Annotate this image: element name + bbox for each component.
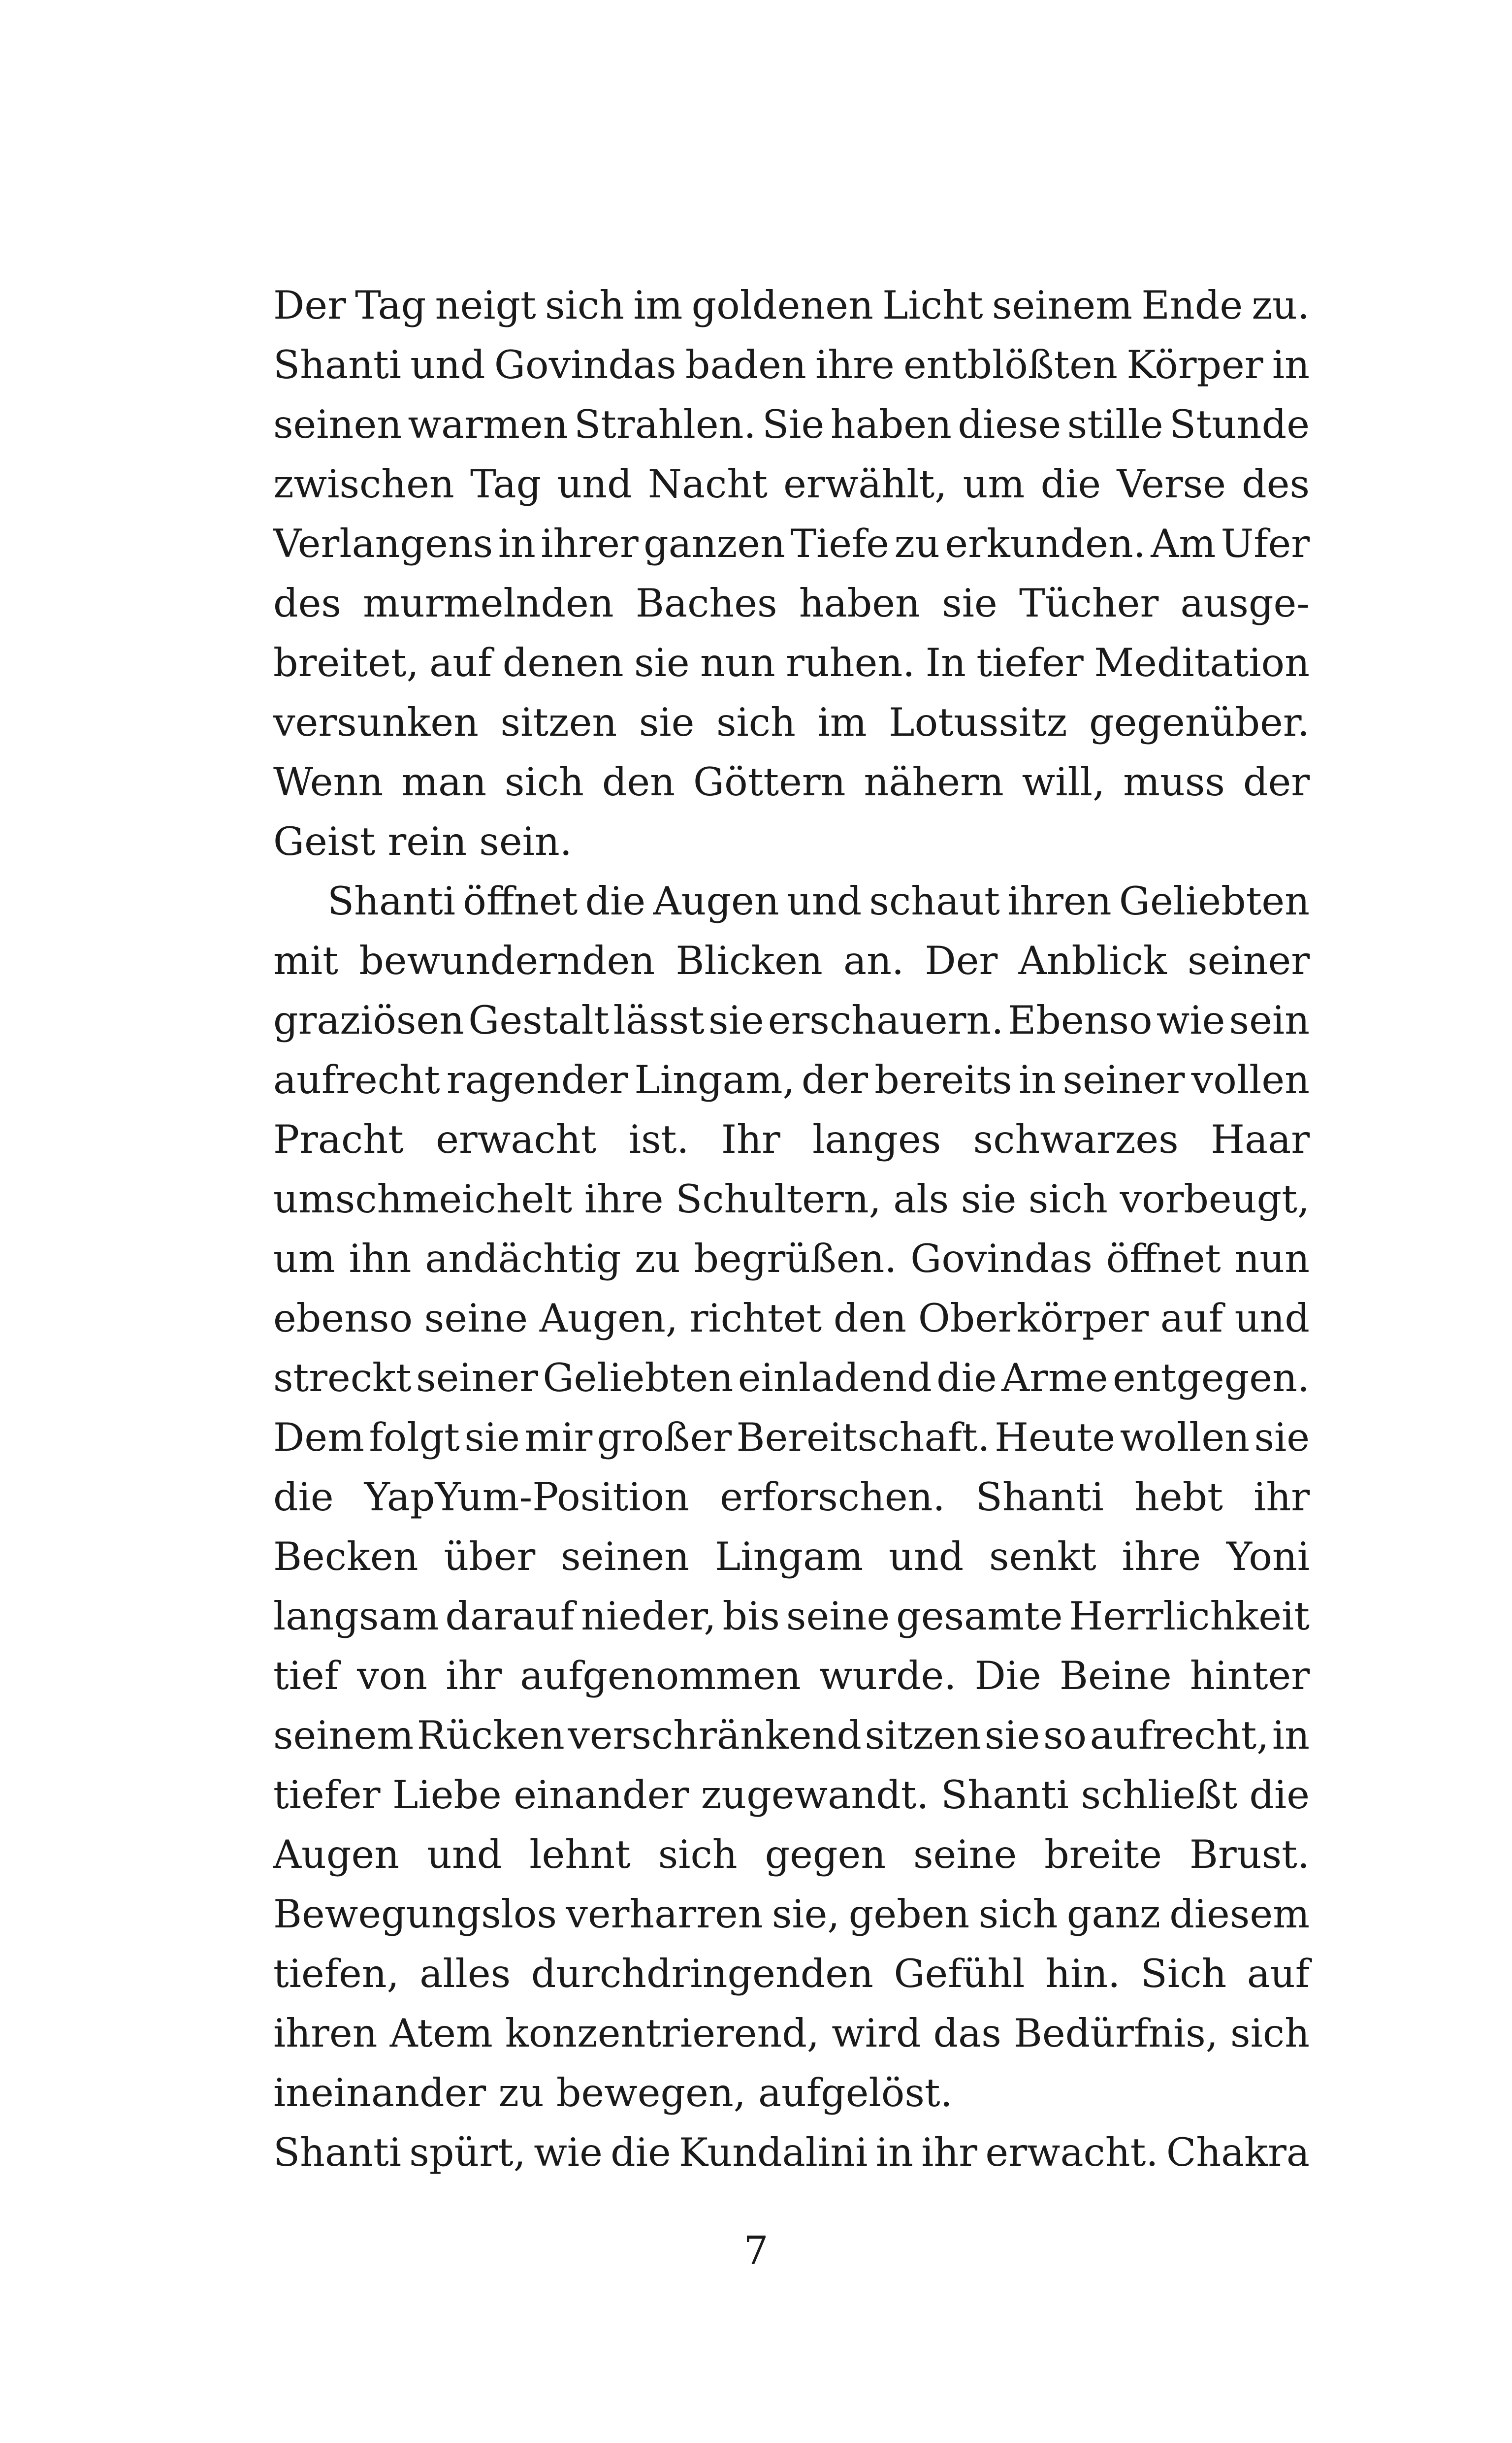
text-line: tiefen, alles durchdringenden Gefühl hin. Sich auf <box>273 1951 1310 1996</box>
text-line: Verlangens in ihrer ganzen Tiefe zu erkunden. Am Ufer <box>273 521 1310 566</box>
text-line: Shanti öffnet die Augen und schaut ihren Geliebten <box>327 879 1310 924</box>
paragraph-2 <box>273 872 1310 2123</box>
text-line: seinem Rücken verschränkend sitzen sie so aufrecht, in <box>273 1713 1310 1758</box>
text-line: Wenn man sich den Göttern nähern will, muss der <box>273 759 1310 805</box>
text-line: Geist rein sein. <box>273 819 572 864</box>
text-line: Becken über seinen Lingam und senkt ihre Yoni <box>273 1534 1310 1579</box>
text-line: langsam darauf nieder, bis seine gesamte Herrlichkeit <box>273 1594 1310 1639</box>
text-line: seinen warmen Strahlen. Sie haben diese stille Stunde <box>273 402 1310 447</box>
text-line: streckt seiner Geliebten einladend die Arme entgegen. <box>273 1355 1310 1401</box>
page-number: 7 <box>743 2228 769 2273</box>
text-line: Shanti und Govindas baden ihre entblößten Körper in <box>273 342 1310 388</box>
text-line: graziösen Gestalt lässt sie erschauern. Ebenso wie sein <box>273 998 1310 1043</box>
text-line: breitet, auf denen sie nun ruhen. In tiefer Meditation <box>273 640 1310 685</box>
text-line: Dem folgt sie mir großer Bereitschaft. Heute wollen sie <box>273 1415 1310 1460</box>
paragraph-3 <box>273 2123 1310 2182</box>
text-line: mit bewundernden Blicken an. Der Anblick seiner <box>273 938 1310 983</box>
text-line: zwischen Tag und Nacht erwählt, um die Verse des <box>273 461 1310 507</box>
text-line: Pracht erwacht ist. Ihr langes schwarzes Haar <box>273 1117 1310 1162</box>
text-line: versunken sitzen sie sich im Lotussitz gegenüber. <box>273 700 1310 745</box>
text-line: um ihn andächtig zu begrüßen. Govindas öffnet nun <box>273 1236 1310 1281</box>
text-line: ihren Atem konzentrierend, wird das Bedürfnis, sich <box>273 2011 1310 2056</box>
text-line: Augen und lehnt sich gegen seine breite Brust. <box>273 1832 1310 1877</box>
text-line: Shanti spürt, wie die Kundalini in ihr erwacht. Chakra <box>273 2130 1310 2175</box>
paragraph-1 <box>273 276 1310 872</box>
text-line: ebenso seine Augen, richtet den Oberkörper auf und <box>273 1296 1310 1341</box>
text-line: tief von ihr aufgenommen wurde. Die Beine hinter <box>273 1653 1310 1698</box>
text-line: des murmelnden Baches haben sie Tücher ausge- <box>273 581 1310 626</box>
text-line: tiefer Liebe einander zugewandt. Shanti schließt die <box>273 1772 1310 1818</box>
text-line: ineinander zu bewegen, aufgelöst. <box>273 2070 953 2116</box>
text-line: Der Tag neigt sich im goldenen Licht seinem Ende zu. <box>273 283 1310 328</box>
text-line: umschmeichelt ihre Schultern, als sie sich vorbeugt, <box>273 1176 1310 1222</box>
text-line: die YapYum-Position erforschen. Shanti hebt ihr <box>273 1474 1310 1520</box>
body-text <box>273 276 1310 2182</box>
text-line: Bewegungslos verharren sie, geben sich ganz diesem <box>273 1891 1310 1937</box>
text-line: aufrecht ragender Lingam, der bereits in seiner vollen <box>273 1057 1310 1103</box>
